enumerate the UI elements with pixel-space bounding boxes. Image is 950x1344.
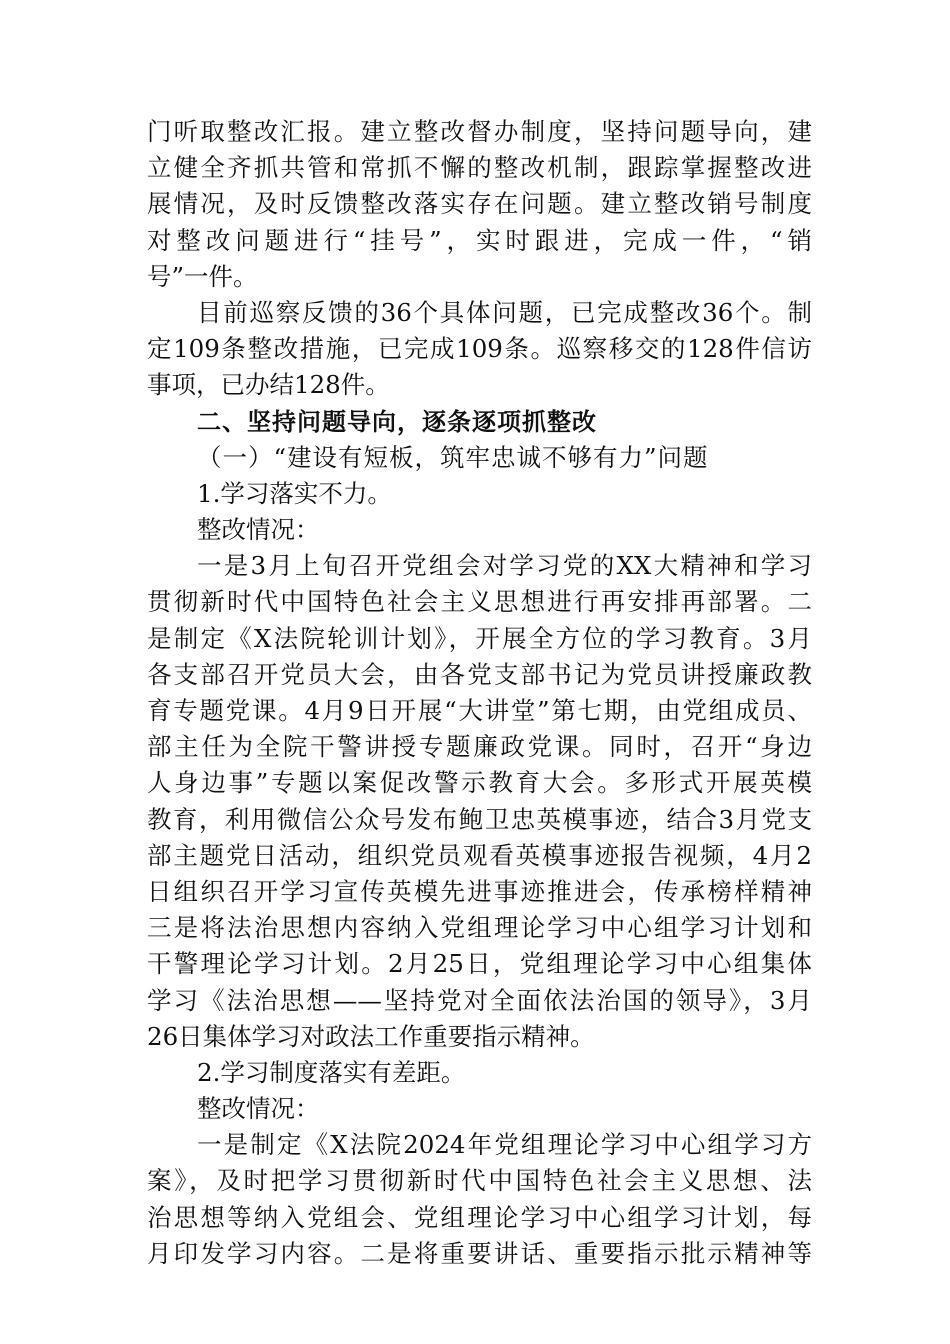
paragraph-last-line: 事项，已办结128件。 [147, 370, 390, 400]
text-line: 月印发学习内容。二是将重要讲话、重要指示批示精神等 [147, 1238, 812, 1268]
document-body [147, 114, 812, 1272]
text-line: 干警理论学习计划。2月25日，党组理论学习中心组集体 [147, 949, 812, 979]
text-line: 学习《法治思想——坚持党对全面依法治国的领导》，3月 [147, 985, 812, 1015]
text-line: 案》，及时把学习贯彻新时代中国特色社会主义思想、法 [147, 1166, 812, 1196]
text-line: 整改情况： [197, 515, 320, 545]
paragraph-last-line: 号”一件。 [147, 261, 258, 291]
subsection-heading: （一）“建设有短板，筑牢忠诚不够有力”问题 [197, 442, 709, 472]
text-line: 治思想等纳入党组会、党组理论学习中心组学习计划，每 [147, 1202, 812, 1232]
paragraph-first-line: 目前巡察反馈的36个具体问题，已完成整改36个。制 [197, 297, 812, 327]
text-line: 人身边事”专题以案促改警示教育大会。多形式开展英模 [147, 768, 812, 798]
text-line: 是制定《X法院轮训计划》，开展全方位的学习教育。3月 [147, 623, 812, 653]
text-line: 教育，利用微信公众号发布鲍卫忠英模事迹，结合3月党支 [147, 804, 812, 834]
text-line: 育专题党课。4月9日开展“大讲堂”第七期，由党组成员、 [147, 696, 812, 725]
section-heading: 二、坚持问题导向，逐条逐项抓整改 [197, 407, 597, 436]
text-line: 展情况，及时反馈整改落实存在问题。建立整改销号制度 [147, 189, 812, 219]
text-line: 贯彻新时代中国特色社会主义思想进行再安排再部署。二 [147, 587, 812, 617]
text-line: 1.学习落实不力。 [197, 478, 392, 508]
text-line: 立健全齐抓共管和常抓不懈的整改机制，跟踪掌握整改进 [147, 153, 812, 183]
text-line: 对整改问题进行“挂号”，实时跟进，完成一件，“销 [147, 225, 812, 255]
text-line: 部主任为全院干警讲授专题廉政党课。同时，召开“身边 [147, 732, 812, 762]
paragraph-last-line: 26日集体学习对政法工作重要指示精神。 [147, 1021, 595, 1051]
text-line: 定109条整改措施，已完成109条。巡察移交的128件信访 [147, 334, 812, 364]
text-line: 整改情况： [197, 1094, 320, 1124]
text-line: 各支部召开党员大会，由各党支部书记为党员讲授廉政教 [147, 659, 812, 689]
paragraph-first-line: 一是制定《X法院2024年党组理论学习中心组学习方 [197, 1130, 812, 1160]
paragraph-first-line: 一是3月上旬召开党组会对学习党的XX大精神和学习 [197, 551, 812, 581]
text-line: 日组织召开学习宣传英模先进事迹推进会，传承榜样精神 [147, 876, 812, 906]
text-line: 2.学习制度落实有差距。 [197, 1057, 466, 1087]
text-line: 三是将法治思想内容纳入党组理论学习中心组学习计划和 [147, 913, 812, 943]
text-line: 门听取整改汇报。建立整改督办制度，坚持问题导向，建 [147, 117, 812, 146]
text-line: 部主题党日活动，组织党员观看英模事迹报告视频，4月2 [147, 840, 812, 870]
